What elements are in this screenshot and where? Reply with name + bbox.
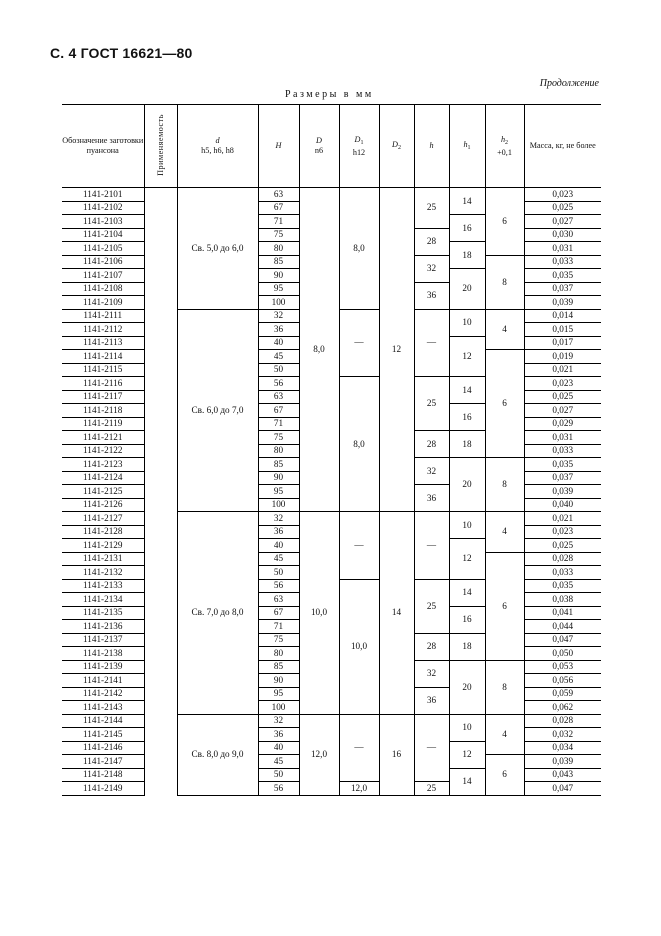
header-D1-sub: 1 (360, 139, 364, 146)
applicability-cell (144, 242, 177, 256)
h1-cell: 12 (449, 336, 485, 377)
H-cell: 56 (258, 782, 299, 796)
header-d (177, 105, 258, 188)
mass-cell: 0,039 (524, 485, 601, 499)
mass-cell: 0,041 (524, 606, 601, 620)
applicability-cell (144, 525, 177, 539)
designation-cell: 1141-2139 (62, 660, 144, 674)
applicability-cell (144, 498, 177, 512)
applicability-cell (144, 417, 177, 431)
H-cell: 67 (258, 606, 299, 620)
designation-cell: 1141-2133 (62, 579, 144, 593)
H-cell: 50 (258, 363, 299, 377)
header-h1-sub: 1 (467, 144, 471, 151)
designation-cell: 1141-2132 (62, 566, 144, 580)
mass-cell: 0,031 (524, 242, 601, 256)
mass-cell: 0,037 (524, 471, 601, 485)
header-h2-sub: 2 (505, 139, 509, 146)
applicability-cell (144, 701, 177, 715)
applicability-cell (144, 755, 177, 769)
H-cell: 45 (258, 755, 299, 769)
applicability-cell (144, 728, 177, 742)
h1-cell: 20 (449, 458, 485, 512)
h1-cell: 14 (449, 768, 485, 795)
h-cell: 28 (414, 228, 449, 255)
mass-cell: 0,031 (524, 431, 601, 445)
mass-cell: 0,025 (524, 539, 601, 553)
d-cell: Св. 5,0 до 6,0 (177, 188, 258, 310)
designation-cell: 1141-2119 (62, 417, 144, 431)
H-cell: 63 (258, 390, 299, 404)
punch-blank-table (62, 104, 601, 796)
mass-cell: 0,017 (524, 336, 601, 350)
H-cell: 85 (258, 255, 299, 269)
H-cell: 40 (258, 741, 299, 755)
H-cell: 36 (258, 728, 299, 742)
h-cell: — (414, 714, 449, 782)
mass-cell: 0,014 (524, 309, 601, 323)
applicability-cell (144, 660, 177, 674)
h-cell: 28 (414, 431, 449, 458)
header-d-symbol: d (215, 136, 220, 145)
h2-cell: 4 (485, 309, 524, 350)
H-cell: 32 (258, 714, 299, 728)
h-cell: — (414, 309, 449, 377)
h2-cell: 8 (485, 255, 524, 309)
header-designation: Обозначение заготовки пуансона (62, 105, 144, 188)
H-cell: 75 (258, 431, 299, 445)
designation-cell: 1141-2124 (62, 471, 144, 485)
H-cell: 36 (258, 323, 299, 337)
mass-cell: 0,030 (524, 228, 601, 242)
applicability-cell (144, 188, 177, 202)
applicability-cell (144, 363, 177, 377)
mass-cell: 0,062 (524, 701, 601, 715)
H-cell: 75 (258, 633, 299, 647)
h-cell: 36 (414, 485, 449, 512)
h-cell: 36 (414, 687, 449, 714)
designation-cell: 1141-2112 (62, 323, 144, 337)
mass-cell: 0,021 (524, 512, 601, 526)
designation-cell: 1141-2106 (62, 255, 144, 269)
mass-cell: 0,015 (524, 323, 601, 337)
mass-cell: 0,038 (524, 593, 601, 607)
D1-cell: 8,0 (339, 377, 379, 512)
h-cell: 25 (414, 579, 449, 633)
designation-cell: 1141-2135 (62, 606, 144, 620)
designation-cell: 1141-2136 (62, 620, 144, 634)
H-cell: 63 (258, 593, 299, 607)
H-cell: 75 (258, 228, 299, 242)
mass-cell: 0,019 (524, 350, 601, 364)
header-h1 (449, 105, 485, 188)
H-cell: 67 (258, 201, 299, 215)
header-D-symbol: D (316, 136, 322, 145)
H-cell: 45 (258, 350, 299, 364)
designation-cell: 1141-2103 (62, 215, 144, 229)
h2-cell: 6 (485, 188, 524, 256)
h-cell: 36 (414, 282, 449, 309)
mass-cell: 0,033 (524, 566, 601, 580)
h-cell: 32 (414, 660, 449, 687)
h2-cell: 4 (485, 512, 524, 553)
designation-cell: 1141-2104 (62, 228, 144, 242)
designation-cell: 1141-2102 (62, 201, 144, 215)
designation-cell: 1141-2134 (62, 593, 144, 607)
designation-cell: 1141-2122 (62, 444, 144, 458)
D2-cell: 16 (379, 714, 414, 795)
h1-cell: 10 (449, 714, 485, 741)
designation-cell: 1141-2129 (62, 539, 144, 553)
H-cell: 95 (258, 687, 299, 701)
H-cell: 56 (258, 579, 299, 593)
mass-cell: 0,047 (524, 782, 601, 796)
table-row (62, 512, 601, 526)
mass-cell: 0,033 (524, 255, 601, 269)
applicability-cell (144, 282, 177, 296)
applicability-cell (144, 741, 177, 755)
mass-cell: 0,028 (524, 714, 601, 728)
header-d-tolerance: h5, h6, h8 (201, 146, 234, 155)
header-mass: Масса, кг, не более (524, 105, 601, 188)
designation-cell: 1141-2113 (62, 336, 144, 350)
mass-cell: 0,059 (524, 687, 601, 701)
header-applicability (144, 105, 177, 188)
mass-cell: 0,032 (524, 728, 601, 742)
designation-cell: 1141-2144 (62, 714, 144, 728)
H-cell: 56 (258, 377, 299, 391)
h1-cell: 16 (449, 404, 485, 431)
mass-cell: 0,044 (524, 620, 601, 634)
H-cell: 100 (258, 498, 299, 512)
h-cell: — (414, 512, 449, 580)
H-cell: 40 (258, 336, 299, 350)
designation-cell: 1141-2117 (62, 390, 144, 404)
table-row (62, 188, 601, 202)
header-h-symbol: h (429, 141, 434, 150)
applicability-cell (144, 579, 177, 593)
h-cell: 25 (414, 188, 449, 229)
H-cell: 90 (258, 471, 299, 485)
h1-cell: 16 (449, 215, 485, 242)
header-h2 (485, 105, 524, 188)
applicability-cell (144, 620, 177, 634)
h1-cell: 16 (449, 606, 485, 633)
h1-cell: 14 (449, 579, 485, 606)
h-cell: 32 (414, 255, 449, 282)
H-cell: 85 (258, 458, 299, 472)
mass-cell: 0,023 (524, 525, 601, 539)
designation-cell: 1141-2126 (62, 498, 144, 512)
D2-cell: 14 (379, 512, 414, 715)
applicability-cell (144, 539, 177, 553)
applicability-cell (144, 633, 177, 647)
applicability-cell (144, 566, 177, 580)
mass-cell: 0,027 (524, 215, 601, 229)
table-row (62, 714, 601, 728)
h-cell: 28 (414, 633, 449, 660)
applicability-cell (144, 444, 177, 458)
applicability-cell (144, 674, 177, 688)
designation-cell: 1141-2145 (62, 728, 144, 742)
h1-cell: 18 (449, 633, 485, 660)
h2-cell: 8 (485, 458, 524, 512)
H-cell: 32 (258, 309, 299, 323)
H-cell: 71 (258, 215, 299, 229)
applicability-cell (144, 323, 177, 337)
h1-cell: 10 (449, 309, 485, 336)
designation-cell: 1141-2114 (62, 350, 144, 364)
applicability-cell (144, 512, 177, 526)
H-cell: 45 (258, 552, 299, 566)
D2-cell: 12 (379, 188, 414, 512)
h-cell: 32 (414, 458, 449, 485)
H-cell: 95 (258, 485, 299, 499)
designation-cell: 1141-2131 (62, 552, 144, 566)
h-cell: 25 (414, 782, 449, 796)
h1-cell: 18 (449, 431, 485, 458)
h1-cell: 20 (449, 269, 485, 310)
applicability-cell (144, 309, 177, 323)
D1-cell: 8,0 (339, 188, 379, 310)
H-cell: 80 (258, 242, 299, 256)
applicability-cell (144, 350, 177, 364)
mass-cell: 0,033 (524, 444, 601, 458)
h1-cell: 20 (449, 660, 485, 714)
designation-cell: 1141-2107 (62, 269, 144, 283)
d-cell: Св. 6,0 до 7,0 (177, 309, 258, 512)
h1-cell: 12 (449, 539, 485, 580)
h2-cell: 4 (485, 714, 524, 755)
H-cell: 100 (258, 296, 299, 310)
designation-cell: 1141-2138 (62, 647, 144, 661)
designation-cell: 1141-2116 (62, 377, 144, 391)
header-D1-tolerance: h12 (352, 147, 366, 157)
header-D2-symbol: D (392, 139, 398, 149)
mass-cell: 0,047 (524, 633, 601, 647)
designation-cell: 1141-2148 (62, 768, 144, 782)
h1-cell: 14 (449, 188, 485, 215)
mass-cell: 0,040 (524, 498, 601, 512)
designation-cell: 1141-2137 (62, 633, 144, 647)
designation-cell: 1141-2108 (62, 282, 144, 296)
h1-cell: 12 (449, 741, 485, 768)
applicability-cell (144, 552, 177, 566)
applicability-cell (144, 336, 177, 350)
H-cell: 32 (258, 512, 299, 526)
designation-cell: 1141-2118 (62, 404, 144, 418)
header-h1-symbol: h (463, 139, 468, 149)
applicability-label: Применяемость (155, 113, 165, 176)
applicability-cell (144, 593, 177, 607)
applicability-cell (144, 228, 177, 242)
header-h2-symbol: h (500, 134, 506, 144)
H-cell: 90 (258, 674, 299, 688)
applicability-cell (144, 269, 177, 283)
H-cell: 71 (258, 620, 299, 634)
designation-cell: 1141-2125 (62, 485, 144, 499)
mass-cell: 0,037 (524, 282, 601, 296)
designation-cell: 1141-2105 (62, 242, 144, 256)
D-cell: 12,0 (299, 714, 339, 795)
D1-cell: 10,0 (339, 579, 379, 714)
H-cell: 85 (258, 660, 299, 674)
applicability-cell (144, 606, 177, 620)
H-cell: 80 (258, 444, 299, 458)
H-cell: 95 (258, 282, 299, 296)
h1-cell: 14 (449, 377, 485, 404)
applicability-cell (144, 201, 177, 215)
designation-cell: 1141-2141 (62, 674, 144, 688)
mass-cell: 0,034 (524, 741, 601, 755)
table-body (62, 188, 601, 796)
mass-cell: 0,050 (524, 647, 601, 661)
D1-cell: — (339, 512, 379, 580)
D1-cell: — (339, 714, 379, 782)
H-cell: 50 (258, 768, 299, 782)
designation-cell: 1141-2143 (62, 701, 144, 715)
applicability-cell (144, 377, 177, 391)
D-cell: 10,0 (299, 512, 339, 715)
designation-cell: 1141-2123 (62, 458, 144, 472)
header-D2-sub: 2 (397, 144, 401, 151)
applicability-cell (144, 768, 177, 782)
applicability-cell (144, 431, 177, 445)
mass-cell: 0,027 (524, 404, 601, 418)
header-D2 (379, 105, 414, 188)
header-D-tolerance: n6 (314, 146, 324, 155)
mass-cell: 0,029 (524, 417, 601, 431)
designation-cell: 1141-2111 (62, 309, 144, 323)
h2-cell: 8 (485, 660, 524, 714)
mass-cell: 0,028 (524, 552, 601, 566)
mass-cell: 0,056 (524, 674, 601, 688)
designation-cell: 1141-2149 (62, 782, 144, 796)
page-header: С. 4 ГОСТ 16621—80 (50, 45, 193, 61)
D1-cell: 12,0 (339, 782, 379, 796)
mass-cell: 0,039 (524, 755, 601, 769)
mass-cell: 0,035 (524, 269, 601, 283)
designation-cell: 1141-2109 (62, 296, 144, 310)
mass-cell: 0,035 (524, 579, 601, 593)
h2-cell: 6 (485, 552, 524, 660)
mass-cell: 0,043 (524, 768, 601, 782)
applicability-cell (144, 647, 177, 661)
header-H (258, 105, 299, 188)
H-cell: 100 (258, 701, 299, 715)
designation-cell: 1141-2127 (62, 512, 144, 526)
designation-cell: 1141-2115 (62, 363, 144, 377)
header-H-symbol: H (275, 141, 282, 150)
d-cell: Св. 7,0 до 8,0 (177, 512, 258, 715)
continuation-label: Продолжение (539, 78, 599, 89)
H-cell: 50 (258, 566, 299, 580)
mass-cell: 0,023 (524, 377, 601, 391)
H-cell: 67 (258, 404, 299, 418)
header-h (414, 105, 449, 188)
h2-cell: 6 (485, 350, 524, 458)
applicability-cell (144, 485, 177, 499)
designation-cell: 1141-2147 (62, 755, 144, 769)
h-cell: 25 (414, 377, 449, 431)
header-D1-symbol: D (354, 134, 361, 144)
H-cell: 80 (258, 647, 299, 661)
designation-cell: 1141-2101 (62, 188, 144, 202)
mass-cell: 0,035 (524, 458, 601, 472)
mass-cell: 0,025 (524, 201, 601, 215)
header-D1 (339, 105, 379, 188)
designation-cell: 1141-2121 (62, 431, 144, 445)
applicability-cell (144, 714, 177, 728)
H-cell: 90 (258, 269, 299, 283)
applicability-cell (144, 215, 177, 229)
applicability-cell (144, 255, 177, 269)
mass-cell: 0,039 (524, 296, 601, 310)
D1-cell: — (339, 309, 379, 377)
header-h2-tolerance: +0,1 (497, 147, 512, 157)
mass-cell: 0,025 (524, 390, 601, 404)
designation-cell: 1141-2146 (62, 741, 144, 755)
header-row (62, 105, 601, 188)
designation-cell: 1141-2128 (62, 525, 144, 539)
h1-cell: 10 (449, 512, 485, 539)
d-cell: Св. 8,0 до 9,0 (177, 714, 258, 795)
mass-cell: 0,023 (524, 188, 601, 202)
sizes-caption: Размеры в мм (285, 89, 374, 100)
mass-cell: 0,053 (524, 660, 601, 674)
applicability-cell (144, 471, 177, 485)
header-D (299, 105, 339, 188)
h1-cell: 18 (449, 242, 485, 269)
applicability-cell (144, 404, 177, 418)
H-cell: 36 (258, 525, 299, 539)
applicability-cell (144, 458, 177, 472)
H-cell: 40 (258, 539, 299, 553)
applicability-cell (144, 390, 177, 404)
D-cell: 8,0 (299, 188, 339, 512)
applicability-cell (144, 782, 177, 796)
mass-cell: 0,021 (524, 363, 601, 377)
h2-cell: 6 (485, 755, 524, 796)
H-cell: 63 (258, 188, 299, 202)
H-cell: 71 (258, 417, 299, 431)
applicability-cell (144, 687, 177, 701)
designation-cell: 1141-2142 (62, 687, 144, 701)
applicability-cell (144, 296, 177, 310)
